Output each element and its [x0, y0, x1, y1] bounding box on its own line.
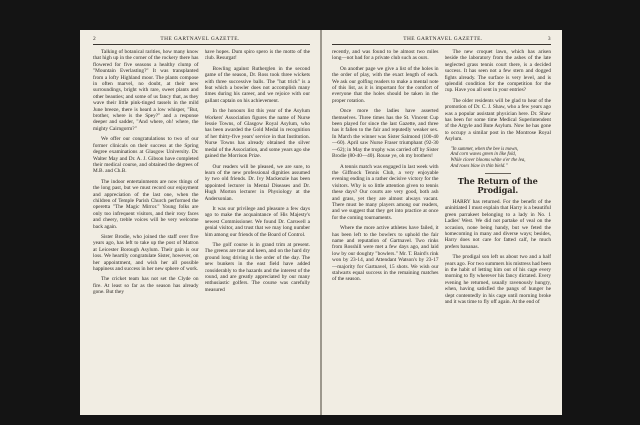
- paragraph: recently, and was found to be almost two miles long—not bad for a private club such as ours.: [332, 49, 439, 62]
- paragraph: The prodigal son left us about two and a half years ago. For two summers his mistress had been in the habit of letting him out of his cage every morning to fly wherever his fancy dictated. Every evening he returned, usually ravenously hungry, when, having satisfied the pangs of hunger he slept contentedly in his cage until morning broke and it was time to fly off again. At the end of: [444, 254, 551, 305]
- right-page-header: [332, 36, 551, 42]
- right-page-number: 3: [547, 36, 551, 42]
- paragraph: A tennis match was engaged in last week with the Giffnock Tennis Club, a very enjoyable evening ending in a rather decisive victory for the visitors. Why is so little attention given to tennis these days? Our courts are very good, both ash and grass, yet they are almost always vacant. There must be many players among our readers, and we suggest that they get into practice at once for the coming tournaments.: [332, 163, 439, 221]
- left-page: [80, 30, 320, 415]
- paragraph: We offer our congratulations to two of our former clinicals on their success at the Spring degree examinations at Glasgow University. Dr. Walter May and Dr. A. J. Gibson have completed their medical course, and obtained the degrees of M.B. and Ch.B.: [93, 136, 199, 175]
- paragraph: Once more the ladies have asserted themselves. Three times has the St. Vincent Cup been played for since the last Gazette, and three has it fallen to the fair and reputedly weaker sex. In March the winner was Sister Salmond (100-40—60). April saw Nurse Fraser triumphant (92-30—62); in May the trophy was carried off by Sister Brodie (80-40—40). Rouse ye, oh my brothers!: [332, 108, 439, 160]
- left-page-header: [93, 36, 310, 42]
- right-column-1: [332, 49, 439, 389]
- poem-line: And roses blaw in thin bield.": [450, 164, 508, 170]
- paragraph: The new croquet lawn, which has arisen beside the laboratory from the ashes of the late neglected grass tennis court there, is a decided success. It has seen not a few stern and dogged fights already. The surface is very level, and is splendid condition for the competition for the cup. Have you all sent in your entries?: [444, 49, 551, 94]
- poem-line: "In summer, when the bee is mown,: [450, 146, 519, 152]
- poem-quote: [451, 147, 552, 170]
- left-column-2: [205, 49, 311, 389]
- right-running-title: THE GARTNAVEL GAZETTE.: [403, 36, 483, 42]
- right-column-2: [445, 49, 552, 389]
- paragraph: Bowling against Rutherglen in the second game of the season, Dr. Ross took three wickets with three successive balls. The "hat trick" is a feat which a bowler does not accomplish many times during his career, and we rejoice with our gallant captain on his achievement.: [204, 65, 310, 104]
- paragraph: The cricket team has not set the Clyde on fire. At least so far as the season has already gone. But they: [93, 276, 199, 296]
- right-page: [322, 30, 562, 415]
- article-heading: The Return of the Prodigal.: [457, 175, 538, 195]
- paragraph: Sister Brodie, who joined the staff over five years ago, has left to take up the post of Matron at Leicester Borough Asylum. Their gain is our loss. We heartily congratulate Sister, however, on her appointment, and wish her all possible happiness and success in her new sphere of work.: [93, 233, 199, 272]
- left-running-title: THE GARTNAVEL GAZETTE.: [160, 36, 240, 42]
- right-header-rule: [332, 44, 551, 45]
- poem-line: While clover blooms white o'er the lea,: [450, 158, 526, 164]
- paragraph: The older residents will be glad to hear of the promotion of Dr. C. J. Shaw, who a few years ago was a popular assistant physician here. Dr. Shaw has been for some time Medical Superintendent of the Argyle and Bute Asylum. Now he has gone to occupy a similar post in the Montrose Royal Asylum.: [444, 97, 551, 143]
- paragraph: The indoor entertainments are now things of the long past, but we must record our enjoyment and appreciation of the last one, when the children of Temple Parish Church performed the operetta "The Magic Mirror." Young folks are only too infrequent visitors, and their rosy faces and cheery, treble voices will be very welcome back again.: [93, 178, 199, 230]
- paragraph: The golf course is in grand trim at present. The greens are true and keen, and on the hard dry ground long driving is the order of the day. The new bunkers in the east field have added considerably to the hazards and the interest of the round, and are greatly appreciated by our many enthusiastic golfers. The course was carefully measured: [204, 241, 310, 293]
- left-page-number: 2: [93, 36, 97, 42]
- paragraph: Talking of botanical rarities, how many know that high up in the corner of the rockery there has flowered for five seasons a healthy clump of "Mountain Everlasting?" It was transplanted from a lofty Highland moor. The plants compose in often marvel, no doubt, at their new surroundings, bright with rare, sweet plants and other beauties; and some of us fancy that, as they wave their little pink-tinged tassels in the mild June breeze, there is heard a low whisper, "But, brother, where is the Spey?" and a response deeper and sadder, "And where, oh! where, the mighty Cairngorm?": [93, 49, 199, 132]
- paragraph: have hopes. Dum spiro spero is the motto of the club. Resurgat!: [204, 49, 310, 62]
- paragraph: Our readers will be pleased, we are sure, to learn of the new professional dignities assumed by two old friends. Dr. Ivy Mackenzie has been appointed lecturer in Mental Diseases and Dr. Hugh Morton lecturer in Physiology at the Andersonian.: [204, 163, 310, 202]
- paragraph: It was our privilege and pleasure a few days ago to make the acquaintance of His Majesty's newest Commissioner. We found Dr. Carswell a genial visitor, and trust that we may long number him among our friends of the Board of Control.: [204, 205, 310, 238]
- paragraph: Where the more active athletes have failed, it has been left to the bowlers to uphold the fair name and reputation of Gartnavel. Two rinks from Rosshill were met a few days ago, and laid low by our doughty "bowlers." Mr. T. Baird's rink won by 23-14, and Attendant Watson's by 23-17—majority for Gartnavel, 15 shots. We wish our stalwarts equal success in the remaining matches of the season.: [332, 225, 439, 283]
- left-header-rule: [93, 44, 310, 45]
- paragraph: In the honours list this year of the Asylum Workers' Association figures the name of Nurse Jessie Towns, of Glasgow Royal Asylum, who has been awarded the Gold Medal in recognition of her thirty-five years' service in that Institution. Nurse Towns has already obtained the silver medal of the Association, and some years ago she gained the Morrison Prize.: [204, 108, 310, 160]
- poem-line: And corn waves green in like fold,: [450, 152, 516, 158]
- paragraph: On another page we give a list of the holes in the order of play, with the exact length of each. We ask our golfing readers to make a mental note of this list, as it is important for the comfort of everyone that the holes should be taken in the proper rotation.: [332, 65, 439, 104]
- paragraph: HARRY has returned. For the benefit of the uninitiated I must explain that Harry is a beautiful green parrakeet belonging to a lady in No. 1 Ladies' West. We did not partake of veal on the occasion, none being handy, but we feted the homecoming in many and diverse ways; besides, Harry does not care for fatted calf, he much prefers bananas.: [444, 198, 551, 250]
- section-divider: [485, 173, 511, 174]
- left-column-1: [93, 49, 199, 389]
